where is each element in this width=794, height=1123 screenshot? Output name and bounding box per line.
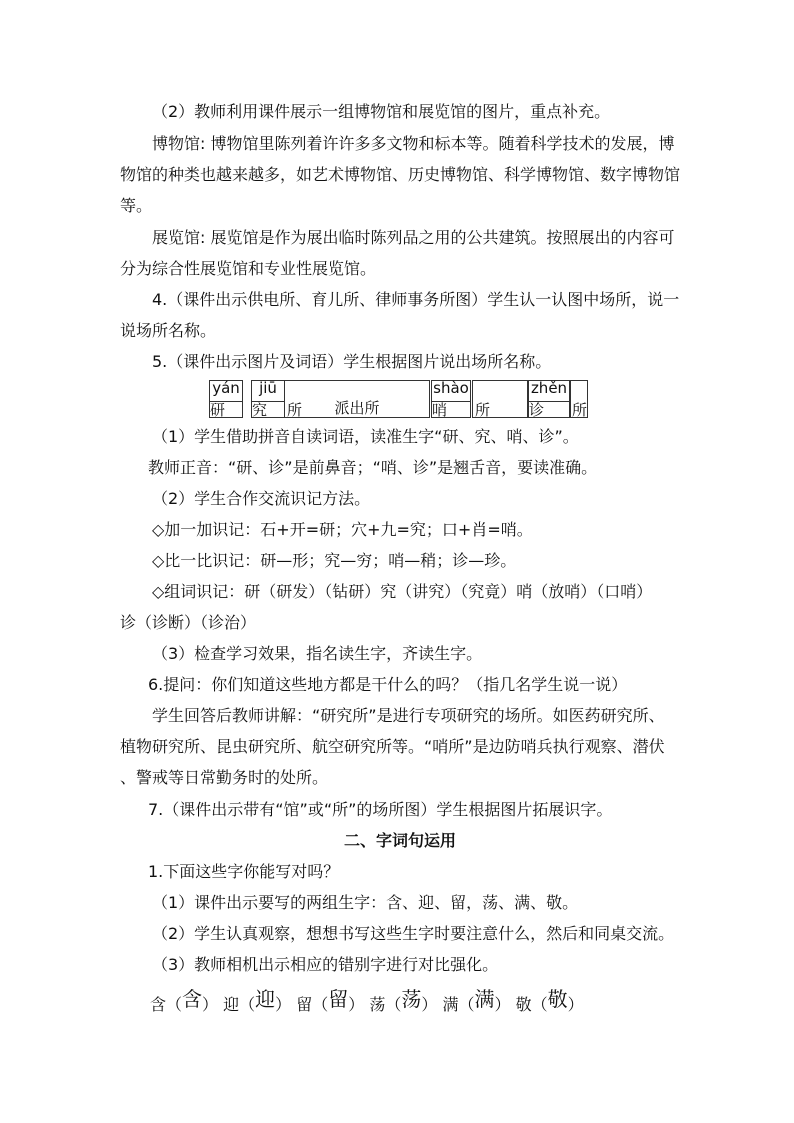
paragraph: （1）学生借助拼音自读词语，读准生字“研、究、哨、诊”。 (152, 427, 579, 446)
paragraph: 展览馆: 展览馆是作为展出临时陈列品之用的公共建筑。按照展出的内容可 (152, 228, 675, 247)
paragraph: 学生回答后教师讲解：“研究所”是进行专项研究的场所。如医药研究所、 (152, 706, 665, 725)
char-comparison-line: 含（含） 迎（迎） 留（留） 荡（荡） 满（满） 敬（敬） (150, 987, 584, 1014)
paragraph: （2）教师利用课件展示一组博物馆和展览馆的图片，重点补充。 (152, 102, 611, 121)
paragraph: 说场所名称。 (120, 321, 217, 340)
paragraph: 5.（课件出示图片及词语）学生根据图片说出场所名称。 (152, 352, 552, 371)
hanzi-char: 哨 (432, 401, 448, 419)
pinyin-box-zhen (528, 380, 570, 418)
hanzi-char: 诊 (529, 401, 545, 419)
section-heading: 二、字词句运用 (343, 831, 456, 850)
word-box-paichusuo (284, 380, 430, 418)
hanzi-char: 研 (210, 401, 226, 419)
hanzi-char: 所 (287, 401, 303, 419)
paragraph: 博物馆: 博物馆里陈列着许许多多文物和标本等。随着科学技术的发展，博 (152, 134, 675, 153)
correct-char: 含 (150, 995, 167, 1014)
word-text: 派出所 (334, 399, 380, 417)
pinyin-text: shào (433, 379, 469, 397)
pinyin-box-shao (431, 380, 471, 418)
paragraph: 教师正音：“研、诊”是前鼻音；“哨、诊”是翘舌音，要读准确。 (148, 458, 598, 477)
correct-char: 留 (296, 995, 313, 1014)
paragraph: ◇组词识记：研（研发）（钻研）究（讲究）（究竟）哨（放哨）（口哨） (152, 582, 653, 601)
wrong-char: 满 (474, 987, 495, 1011)
pinyin-box-jiu (251, 380, 285, 418)
correct-char: 满 (442, 995, 459, 1014)
hanzi-char: 所 (475, 401, 491, 419)
paragraph: 、警戒等日常勤务时的处所。 (120, 768, 329, 787)
hanzi-char: 所 (572, 401, 588, 419)
paragraph: ◇加一加识记：石+开=研；穴+九=究；口+肖=哨。 (152, 520, 533, 539)
paragraph: 诊（诊断）（诊治） (120, 613, 257, 632)
hanzi-char: 究 (252, 401, 268, 419)
wrong-char: 荡 (401, 987, 422, 1011)
paragraph: （2）学生认真观察，想想书写这些生字时要注意什么，然后和同桌交流。 (152, 924, 675, 943)
paragraph: ◇比一比识记：研—形；究—穷；哨—稍；诊—珍。 (152, 551, 517, 570)
pinyin-text: jiū (259, 379, 277, 397)
paragraph: 植物研究所、昆虫研究所、航空研究所等。“哨所”是边防哨兵执行观察、潜伏 (120, 737, 665, 756)
paragraph: （3）教师相机出示相应的错别字进行对比强化。 (152, 955, 499, 974)
wrong-char: 含 (182, 987, 203, 1011)
paragraph: 6.提问：你们知道这些地方都是干什么的吗？（指几名学生说一说） (148, 675, 628, 694)
correct-char: 迎 (223, 995, 240, 1014)
wrong-char: 留 (328, 987, 349, 1011)
wrong-char: 敬 (547, 987, 568, 1011)
correct-char: 敬 (515, 995, 532, 1014)
paragraph: （1）课件出示要写的两组生字：含、迎、留，荡、满、敬。 (152, 893, 579, 912)
paragraph: （2）学生合作交流识记方法。 (152, 489, 371, 508)
pinyin-text: zhěn (530, 379, 568, 397)
correct-char: 荡 (369, 995, 386, 1014)
paragraph: 分为综合性展览馆和专业性展览馆。 (120, 259, 377, 278)
pinyin-word-row (206, 379, 588, 419)
paragraph: 等。 (120, 196, 153, 215)
paragraph: 1.下面这些字你能写对吗？ (148, 862, 340, 881)
paragraph: 4.（课件出示供电所、育儿所、律师事务所图）学生认一认图中场所，说一 (152, 290, 680, 309)
word-box-suo-2 (570, 380, 588, 418)
wrong-char: 迎 (255, 987, 276, 1011)
pinyin-text: yán (212, 379, 240, 397)
paragraph: （3）检查学习效果，指名读生字，齐读生字。 (152, 644, 483, 663)
paragraph: 7.（课件出示带有“馆”或“所”的场所图）学生根据图片拓展识字。 (148, 800, 613, 819)
paragraph: 物馆的种类也越来越多，如艺术博物馆、历史博物馆、科学博物馆、数字博物馆 (120, 165, 681, 184)
pinyin-box-yan (209, 380, 243, 418)
word-box-suo (472, 380, 528, 418)
